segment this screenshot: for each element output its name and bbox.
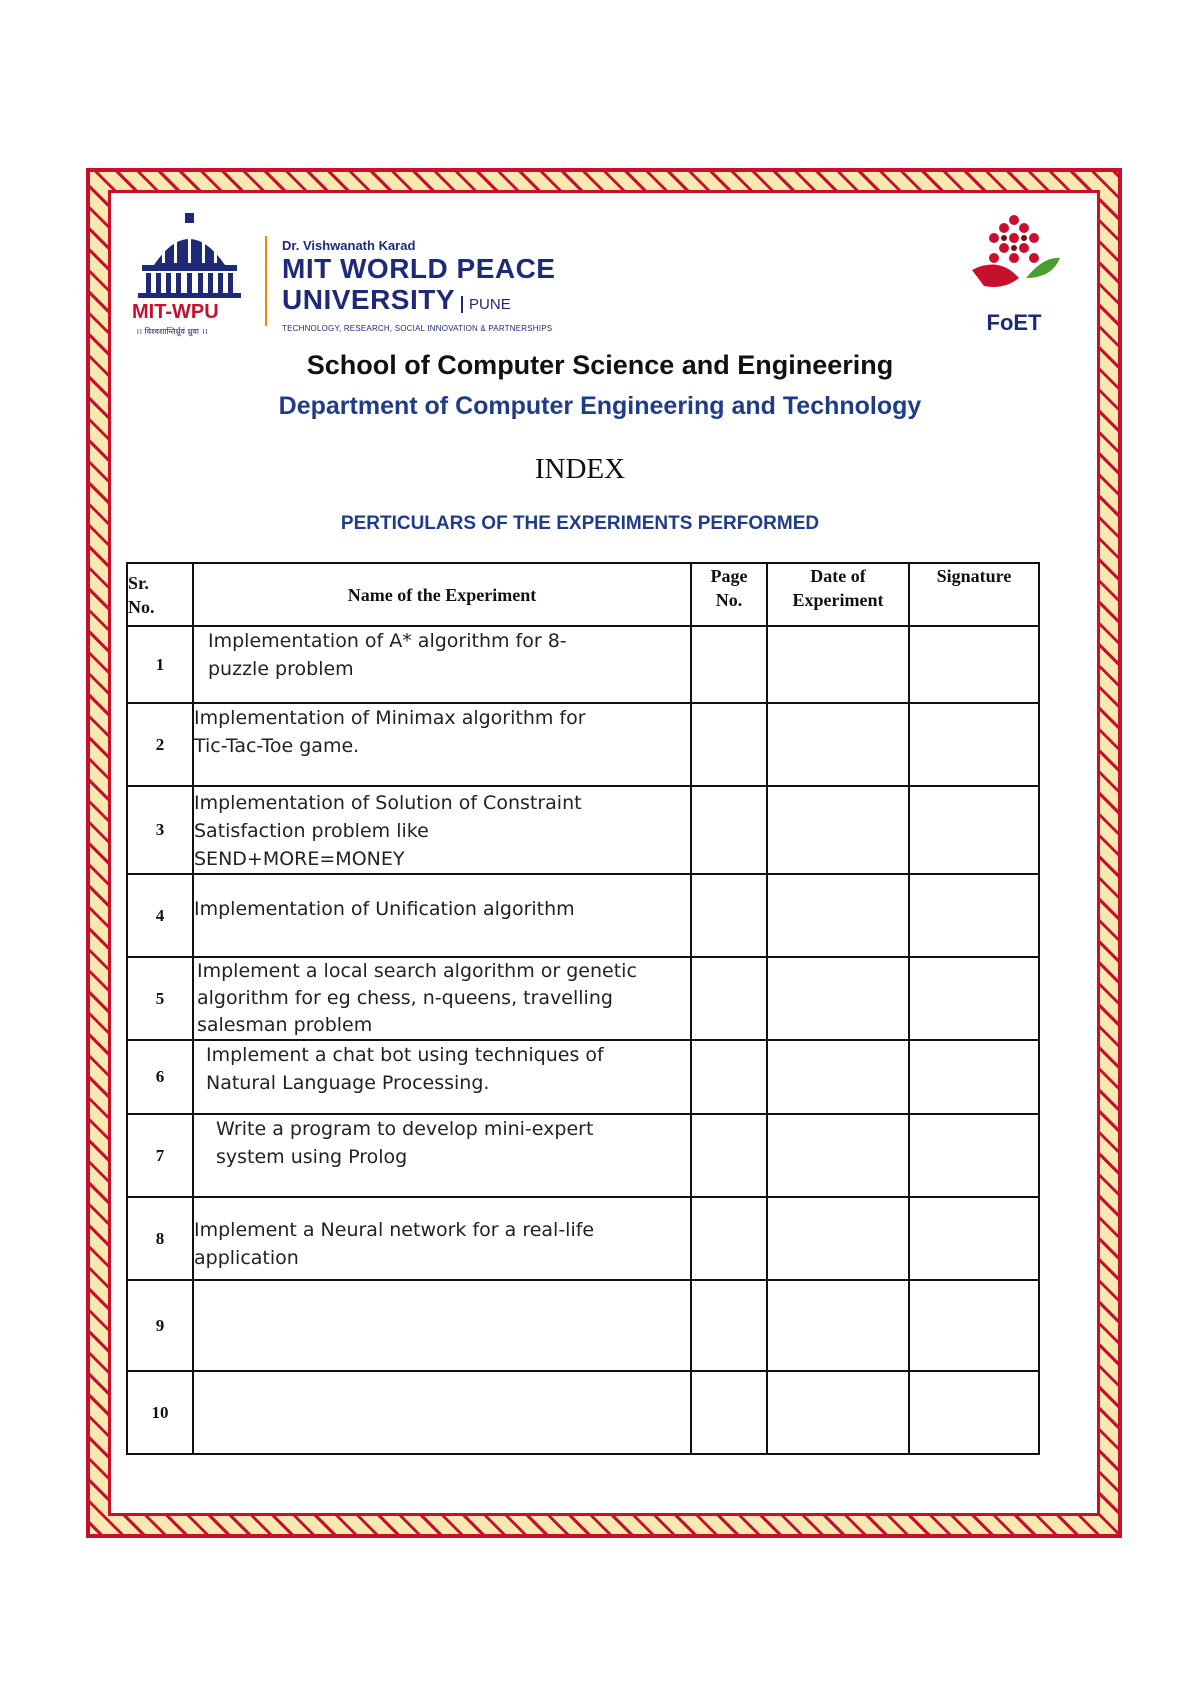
index-title: INDEX xyxy=(534,453,626,485)
particulars-title: PERTICULARS OF THE EXPERIMENTS PERFORMED xyxy=(340,513,820,534)
row-page-cell[interactable] xyxy=(691,957,767,1040)
mit-wpu-logo-text: MIT-WPU xyxy=(132,301,219,323)
table-header-row xyxy=(127,563,1039,626)
row-page-cell[interactable] xyxy=(691,1114,767,1197)
table-row xyxy=(127,1114,1039,1197)
row-date-cell[interactable] xyxy=(767,1371,909,1454)
table-row xyxy=(127,626,1039,703)
row-experiment-text: Implement a Neural network for a real-life application xyxy=(194,1219,595,1269)
row-sr-no: 9 xyxy=(127,1280,193,1371)
university-name-block xyxy=(282,238,602,333)
header-date: Date of Experiment xyxy=(767,563,909,626)
row-sr-no: 10 xyxy=(127,1371,193,1454)
school-title: School of Computer Science and Engineering xyxy=(306,350,894,380)
header-experiment-name: Name of the Experiment xyxy=(193,563,691,626)
row-experiment-text: Write a program to develop mini-expert system using Prolog xyxy=(216,1118,594,1168)
row-date-cell[interactable] xyxy=(767,786,909,874)
row-page-cell[interactable] xyxy=(691,1040,767,1114)
table-row xyxy=(127,703,1039,786)
row-signature-cell[interactable] xyxy=(909,1114,1039,1197)
row-sr-no: 7 xyxy=(127,1114,193,1197)
row-signature-cell[interactable] xyxy=(909,703,1039,786)
row-signature-cell[interactable] xyxy=(909,1197,1039,1280)
table-row xyxy=(127,957,1039,1040)
row-page-cell[interactable] xyxy=(691,703,767,786)
row-experiment-text: Implement a chat bot using techniques of Natural Language Processing. xyxy=(206,1044,604,1094)
row-signature-cell[interactable] xyxy=(909,1371,1039,1454)
row-date-cell[interactable] xyxy=(767,1280,909,1371)
row-experiment-name xyxy=(193,1114,691,1197)
row-page-cell[interactable] xyxy=(691,874,767,957)
header-signature: Signature xyxy=(909,563,1039,626)
row-page-cell[interactable] xyxy=(691,1371,767,1454)
row-experiment-name xyxy=(193,874,691,957)
row-experiment-text: Implement a local search algorithm or genetic algorithm for eg chess, n-queens, travelling salesman problem xyxy=(197,960,637,1036)
foet-logo xyxy=(964,208,1064,338)
row-date-cell[interactable] xyxy=(767,703,909,786)
row-date-cell[interactable] xyxy=(767,957,909,1040)
header-sr-no: Sr. No. xyxy=(127,563,193,626)
row-experiment-name xyxy=(193,957,691,1040)
university-tagline: TECHNOLOGY, RESEARCH, SOCIAL INNOVATION & PARTNERSHIPS xyxy=(282,324,553,333)
row-page-cell[interactable] xyxy=(691,1280,767,1371)
row-date-cell[interactable] xyxy=(767,874,909,957)
header-page-no: Page No. xyxy=(691,563,767,626)
row-signature-cell[interactable] xyxy=(909,874,1039,957)
row-experiment-name xyxy=(193,1280,691,1371)
row-experiment-name xyxy=(193,626,691,703)
row-signature-cell[interactable] xyxy=(909,957,1039,1040)
row-signature-cell[interactable] xyxy=(909,1280,1039,1371)
row-sr-no: 3 xyxy=(127,786,193,874)
row-signature-cell[interactable] xyxy=(909,626,1039,703)
table-row xyxy=(127,1197,1039,1280)
row-sr-no: 8 xyxy=(127,1197,193,1280)
row-sr-no: 2 xyxy=(127,703,193,786)
row-date-cell[interactable] xyxy=(767,1197,909,1280)
department-title: Department of Computer Engineering and Technology xyxy=(278,392,922,420)
mit-wpu-dome-logo xyxy=(132,213,247,338)
university-name-line1: MIT WORLD PEACE xyxy=(282,253,556,284)
row-page-cell[interactable] xyxy=(691,786,767,874)
table-row xyxy=(127,1040,1039,1114)
row-experiment-name xyxy=(193,1040,691,1114)
university-name-text: UNIVERSITY xyxy=(282,284,456,315)
experiments-table xyxy=(126,562,1040,1455)
row-experiment-text: Implementation of Unification algorithm xyxy=(194,898,575,920)
foet-logo-text: FoET xyxy=(986,310,1042,335)
row-experiment-name xyxy=(193,786,691,874)
row-experiment-name xyxy=(193,703,691,786)
row-sr-no: 6 xyxy=(127,1040,193,1114)
table-row xyxy=(127,874,1039,957)
row-date-cell[interactable] xyxy=(767,626,909,703)
logo-divider xyxy=(265,236,267,326)
row-experiment-text: Implementation of Minimax algorithm for Tic-Tac-Toe game. xyxy=(194,707,586,757)
row-experiment-name xyxy=(193,1371,691,1454)
university-name-line2 xyxy=(282,284,602,320)
row-signature-cell[interactable] xyxy=(909,786,1039,874)
row-date-cell[interactable] xyxy=(767,1040,909,1114)
university-sub-title: Dr. Vishwanath Karad xyxy=(282,238,416,253)
row-experiment-text: Implementation of Solution of Constraint Satisfaction problem like SEND+MORE=MONEY xyxy=(194,792,582,870)
table-row xyxy=(127,1371,1039,1454)
table-row xyxy=(127,1280,1039,1371)
row-signature-cell[interactable] xyxy=(909,1040,1039,1114)
mit-wpu-motto: ।। विश्वशान्तिर्ध्रुवं ध्रुवा ।। xyxy=(136,327,208,336)
row-sr-no: 1 xyxy=(127,626,193,703)
row-experiment-text: Implementation of A* algorithm for 8- puzzle problem xyxy=(208,630,567,680)
row-sr-no: 5 xyxy=(127,957,193,1040)
university-city: PUNE xyxy=(461,296,511,313)
row-sr-no: 4 xyxy=(127,874,193,957)
row-page-cell[interactable] xyxy=(691,626,767,703)
row-date-cell[interactable] xyxy=(767,1114,909,1197)
table-row xyxy=(127,786,1039,874)
row-page-cell[interactable] xyxy=(691,1197,767,1280)
row-experiment-name xyxy=(193,1197,691,1280)
